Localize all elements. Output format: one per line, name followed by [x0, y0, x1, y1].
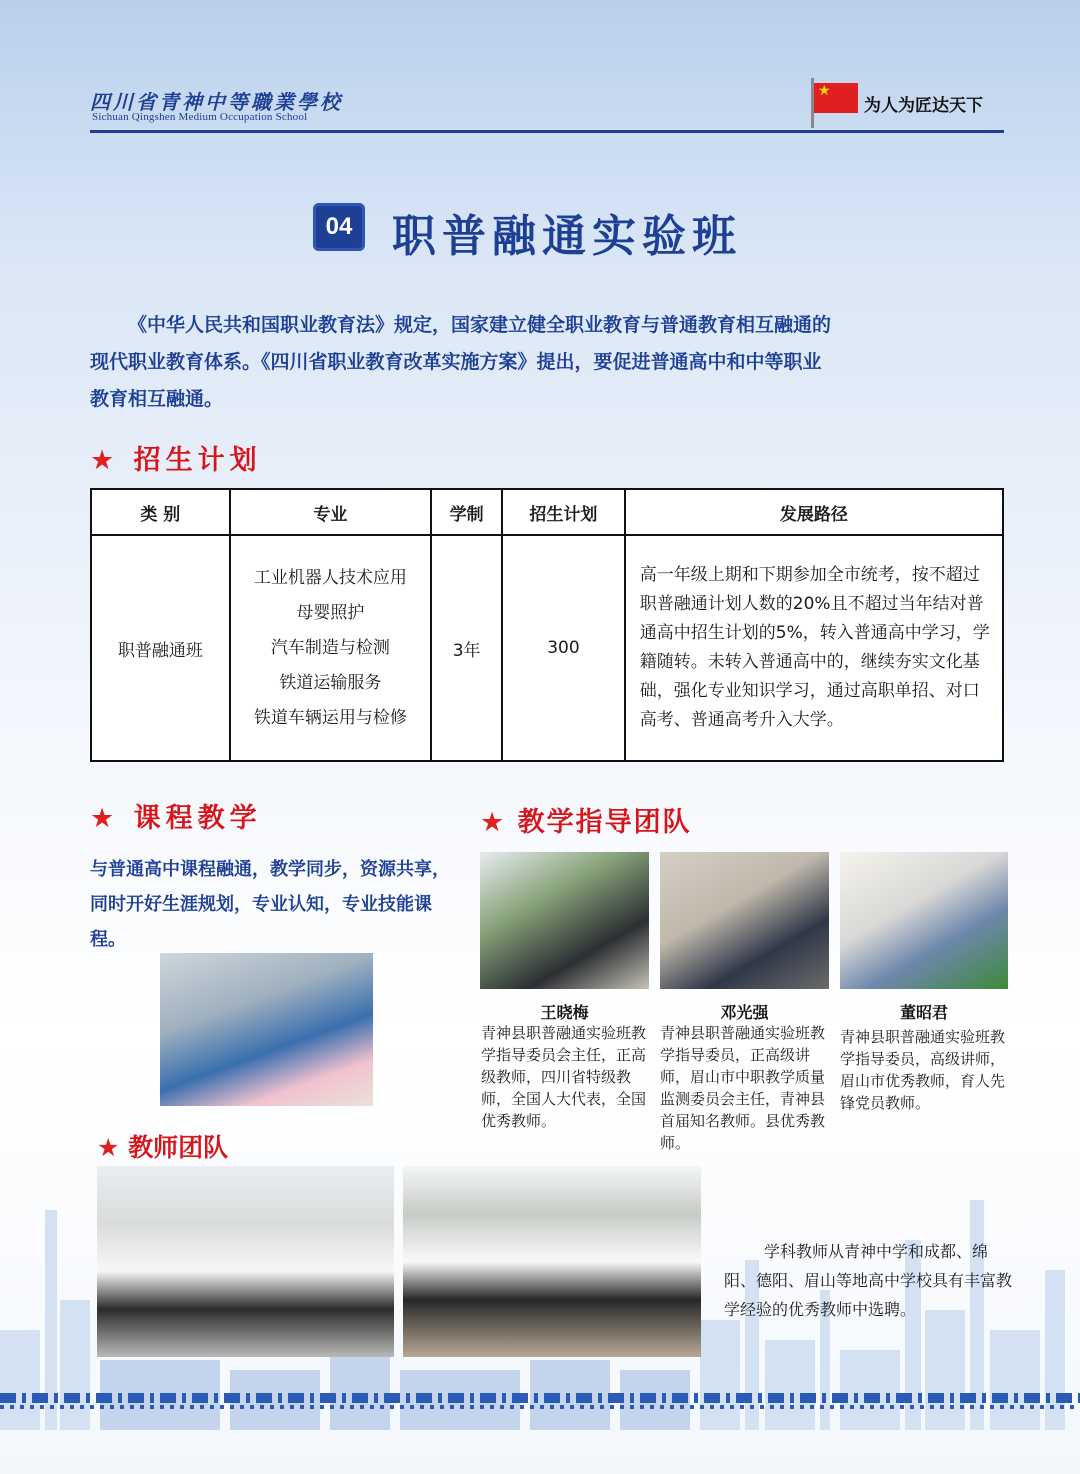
classroom-photo: [160, 953, 373, 1106]
column-header: 学制: [431, 489, 502, 535]
section-heading-text: 教师团队: [128, 1133, 229, 1162]
section-heading-enroll: [90, 438, 262, 477]
intro-line: 现代职业教育体系。《四川省职业教育改革实施方案》提出，要促进普通高中和中等职业: [90, 351, 822, 373]
school-name-en: Sichuan Qingshen Medium Occupation School: [92, 111, 308, 123]
star-icon: ★: [97, 1133, 120, 1162]
column-header: 招生计划: [502, 489, 625, 535]
member-description: 青神县职普融通实验班教学指导委员，高级讲师，眉山市优秀教师，育人先锋党员教师。: [840, 1028, 1006, 1112]
motto: 为人为匠达天下: [864, 96, 983, 116]
intro-line: 教育相互融通。: [90, 388, 224, 410]
star-icon: ★: [480, 807, 507, 838]
member-photo: [660, 852, 829, 989]
section-heading-teacher-team: [97, 1128, 228, 1164]
star-icon: ★: [90, 803, 120, 834]
member-description: 青神县职普融通实验班教学指导委员，正高级讲师，眉山市中职教学质量监测委员会主任，青神县首届知名教师。县优秀教师。: [660, 1024, 826, 1152]
major-item: 铁道运输服务: [279, 672, 382, 693]
section-heading-guide-team: [480, 800, 692, 839]
major-item: 铁道车辆运用与检修: [253, 707, 407, 728]
major-item: 汽车制造与检测: [270, 637, 390, 658]
column-header: 类 别: [91, 489, 230, 535]
teacher-team-description: 学科教师从青神中学和成都、绵阳、德阳、眉山等地高中学校具有丰富教学经验的优秀教师中选聘。: [724, 1242, 1013, 1319]
section-heading-text: 招生计划: [133, 445, 262, 476]
section-number-badge: 04: [313, 203, 365, 251]
table-row: [91, 535, 1003, 761]
footer-dot-decoration: [0, 1405, 1080, 1409]
flag-star-icon: ★: [818, 83, 831, 99]
star-icon: ★: [90, 445, 120, 476]
enrollment-table: [90, 488, 1004, 762]
member-description: 青神县职普融通实验班教学指导委员会主任，正高级教师，四川省特级教师，全国人大代表，全国优秀教师。: [481, 1024, 647, 1130]
major-item: 母婴照护: [296, 602, 365, 623]
intro-line: 《中华人民共和国职业教育法》规定，国家建立健全职业教育与普通教育相互融通的: [128, 314, 832, 336]
major-item: 工业机器人技术应用: [253, 567, 407, 588]
member-photo: [480, 852, 649, 989]
member-name: 董昭君: [899, 1003, 948, 1022]
teachers-walking-photo: [97, 1166, 394, 1357]
plan-cell: 300: [502, 535, 625, 761]
section-heading-text: 课程教学: [133, 803, 262, 834]
duration-cell: 3年: [431, 535, 502, 761]
section-heading-text: 教学指导团队: [517, 807, 692, 838]
table-header-row: [91, 489, 1003, 535]
course-description: 与普通高中课程融通，教学同步，资源共享，同时开好生涯规划，专业认知，专业技能课程。: [90, 859, 450, 950]
majors-cell: [230, 535, 432, 761]
member-name: 王晓梅: [540, 1003, 589, 1022]
school-name-cn: 四川省青神中等職業學校: [90, 90, 343, 114]
china-flag-icon: [814, 83, 858, 113]
footer-dash-decoration: [0, 1393, 1080, 1403]
header-divider: [90, 130, 1004, 133]
category-cell: 职普融通班: [91, 535, 230, 761]
section-heading-course: [90, 796, 262, 835]
path-cell: 高一年级上期和下期参加全市统考，按不超过职普融通计划人数的20%且不超过当年结对普通高中招生计划的5%，转入普通高中学习，学籍随转。未转入普通高中的，继续夯实文化基础，强化专业知识学习，通过高职单招、对口高考、普通高考升入大学。: [625, 535, 1003, 761]
member-photo: [840, 852, 1008, 989]
teachers-oath-photo: [403, 1166, 701, 1357]
page-title: 职普融通实验班: [392, 211, 742, 262]
column-header: 发展路径: [625, 489, 1003, 535]
intro-paragraph: [90, 307, 1008, 418]
member-name: 邓光强: [720, 1003, 769, 1022]
column-header: 专业: [230, 489, 432, 535]
